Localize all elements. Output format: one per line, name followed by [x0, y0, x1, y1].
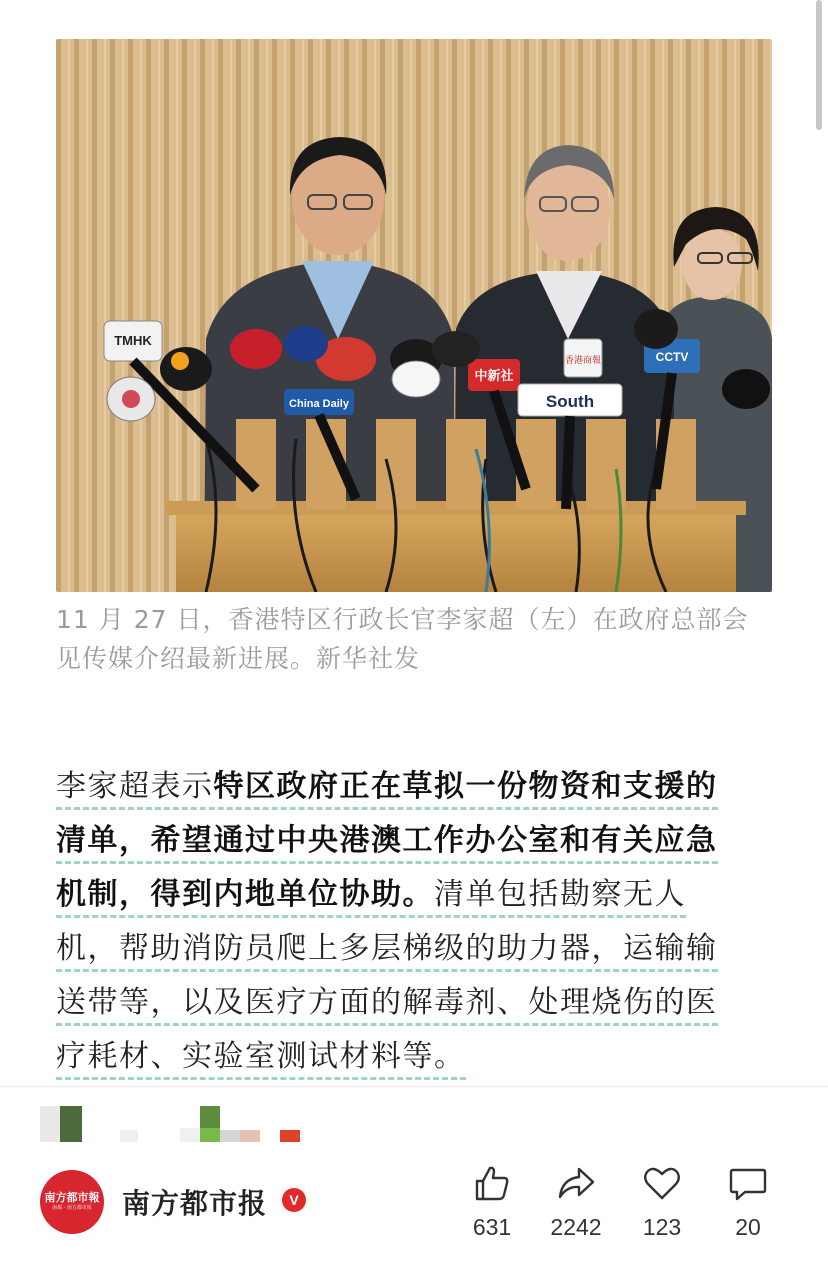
comment-button[interactable] — [708, 1160, 788, 1241]
mic-label-south: South — [545, 392, 595, 411]
article-text-6: 疗耗材、实验室测试材料等。 — [56, 1039, 466, 1074]
publisher-logo-text: 南方都市報 — [44, 1191, 100, 1204]
share-icon — [555, 1162, 597, 1204]
article-footer — [0, 1160, 828, 1250]
share-button[interactable] — [536, 1160, 616, 1241]
article-text-4: 机，帮助消防员爬上多层梯级的助力器，运输输 — [56, 931, 718, 966]
share-count: 2242 — [550, 1214, 602, 1240]
article-bold-3: 机制，得到内地单位协助。 — [56, 877, 434, 912]
article-paragraph — [56, 760, 772, 1084]
favorite-button[interactable] — [622, 1160, 702, 1241]
scrollbar[interactable] — [816, 0, 822, 130]
article-bold-2: 清单，希望通过中央港澳工作办公室和有关应急 — [56, 823, 718, 858]
article-text-5: 送带等，以及医疗方面的解毒剂、处理烧伤的医 — [56, 985, 718, 1020]
thumbs-up-icon — [471, 1162, 513, 1204]
comment-count: 20 — [735, 1214, 761, 1240]
underlined-sentence[interactable] — [56, 769, 718, 1080]
verified-badge: V — [282, 1188, 306, 1212]
photo-caption: 11 月 27 日，香港特区行政长官李家超（左）在政府总部会见传媒介绍最新进展。新华社发 — [56, 605, 749, 673]
publisher-logo-subtext: 南都 · 南方都市报 — [52, 1205, 92, 1211]
article-text-intro: 李家超表示 — [56, 769, 214, 804]
article-text-3: 清单包括勘察无人 — [434, 877, 686, 912]
favorite-count: 123 — [642, 1214, 682, 1240]
like-button[interactable] — [452, 1160, 532, 1241]
mic-label-hkcd: 香港商報 — [564, 355, 602, 365]
mic-label-cns: 中新社 — [474, 368, 514, 383]
mic-label-tmhk: TMHK — [114, 333, 152, 348]
divider — [0, 1086, 828, 1087]
publisher-name[interactable]: 南方都市报 — [122, 1187, 268, 1220]
comment-icon — [727, 1162, 769, 1204]
publisher-logo[interactable] — [40, 1170, 104, 1234]
like-count: 631 — [472, 1214, 512, 1240]
article-bold-1: 特区政府正在草拟一份物资和支援的 — [213, 769, 718, 804]
mic-label-cctv: CCTV — [655, 350, 689, 364]
heart-icon — [641, 1162, 683, 1204]
news-photo — [56, 39, 772, 592]
blurred-content — [0, 1106, 828, 1146]
mic-label-china-daily: China Daily — [289, 398, 349, 410]
